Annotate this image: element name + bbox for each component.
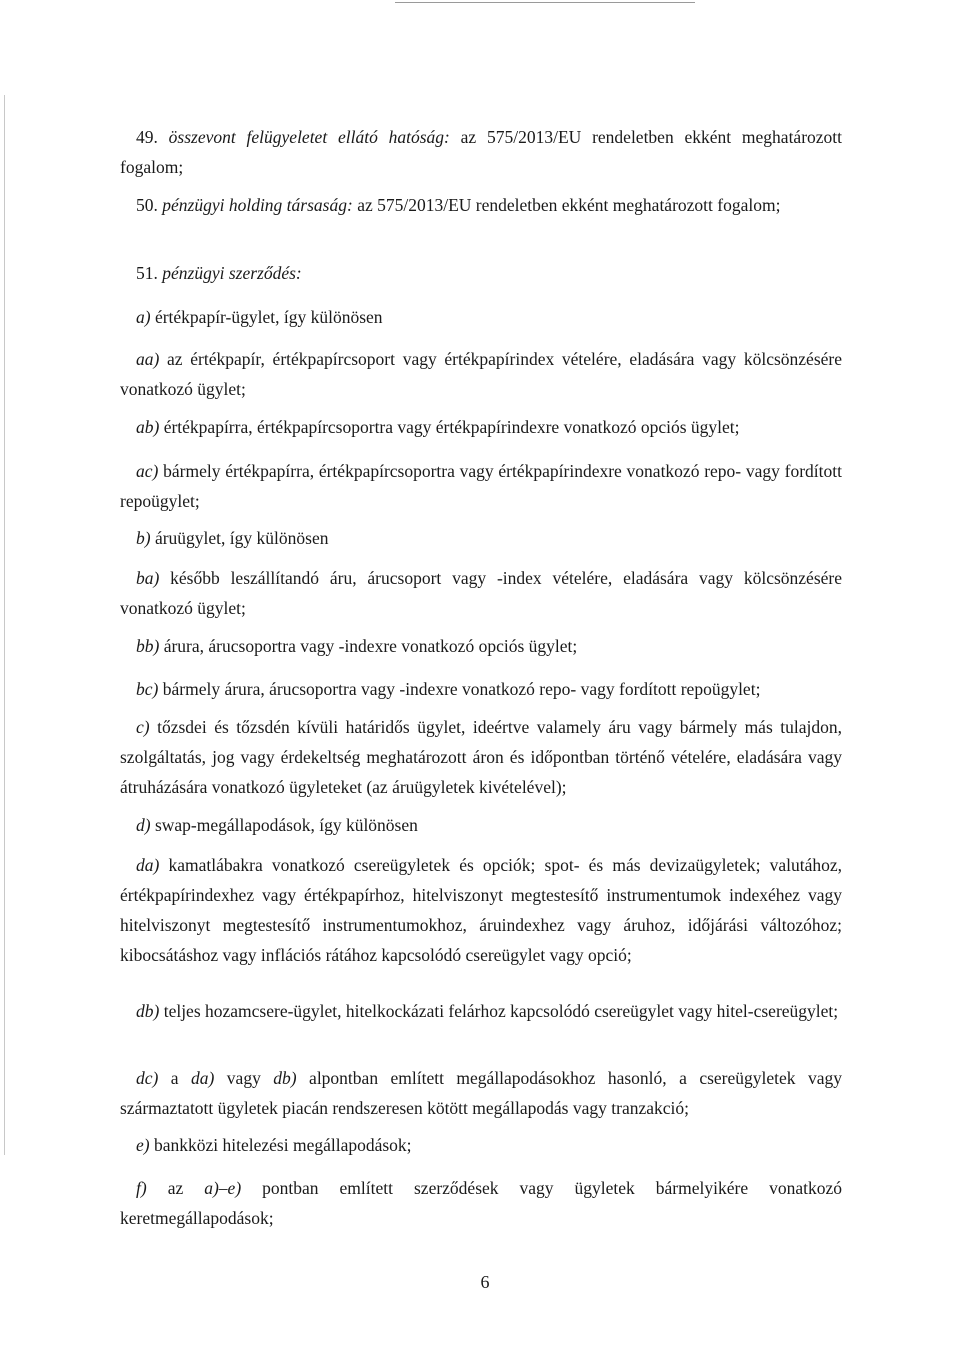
point-db — [120, 996, 842, 1026]
point-text: pontban említett szerződések vagy ügyletek bármelyikére vonatkozó keretmegállapodások; — [120, 1178, 842, 1228]
point-text: teljes hozamcsere-ügylet, hitelkockázati felárhoz kapcsolódó csereügylet vagy hitel-csereügylet; — [159, 1001, 839, 1021]
point-b — [120, 523, 842, 553]
point-text: később leszállítandó áru, árucsoport vagy -index vételére, eladására vagy kölcsönzésére vonatkozó ügylet; — [120, 568, 842, 618]
point-label: db) — [136, 1001, 160, 1021]
definition-50 — [120, 190, 842, 220]
point-label: d) — [136, 815, 151, 835]
defined-term: pénzügyi holding társaság: — [162, 195, 353, 215]
point-label: f) — [136, 1178, 147, 1198]
point-label: bc) — [136, 679, 159, 699]
definition-text: az 575/2013/EU rendeletben ekként meghatározott fogalom; — [120, 127, 843, 177]
point-c — [120, 712, 842, 802]
point-label: b) — [136, 528, 151, 548]
point-label: ba) — [136, 568, 160, 588]
item-number: 51. — [136, 263, 158, 283]
point-label: bb) — [136, 636, 160, 656]
cross-reference: a)–e) — [204, 1178, 242, 1198]
point-text: az értékpapír, értékpapírcsoport vagy értékpapírindex vételére, eladására vagy kölcsönzésére vonatkozó ügylet; — [120, 349, 842, 399]
point-text: kamatlábakra vonatkozó csereügyletek és opciók; spot- és más devizaügyletek; valutához, értékpapírindexhez vagy értékpapírhoz, hitelviszonyt megtestesítő instrumentumok indexéhez vagy hitelviszonyt megtestesítő instrumentumokhoz, áruindexhez vagy áruhoz, időjárási változóhoz; kibocsátáshoz vagy inflációs rátához kapcsolódó csereügylet vagy opció; — [120, 855, 842, 965]
point-ab — [120, 412, 842, 442]
point-aa — [120, 344, 842, 404]
point-text: a — [158, 1068, 192, 1088]
point-label: a) — [136, 307, 151, 327]
point-label: aa) — [136, 349, 160, 369]
point-text: alpontban említett megállapodásokhoz hasonló, a csereügyletek vagy származtatott ügyletek piacán rendszeresen kötött megállapodás vagy tranzakció; — [120, 1068, 842, 1118]
point-text: értékpapír-ügylet, így különösen — [150, 307, 383, 327]
scan-edge-left — [4, 95, 5, 1155]
point-d — [120, 810, 842, 840]
point-label: dc) — [136, 1068, 159, 1088]
cross-reference: da) — [191, 1068, 215, 1088]
defined-term: összevont felügyeletet ellátó hatóság: — [168, 127, 450, 147]
point-text: áruügylet, így különösen — [150, 528, 329, 548]
item-number: 50. — [136, 195, 158, 215]
point-text: értékpapírra, értékpapírcsoportra vagy értékpapírindexre vonatkozó opciós ügylet; — [159, 417, 740, 437]
defined-term: pénzügyi szerződés: — [162, 263, 302, 283]
point-text: tőzsdei és tőzsdén kívüli határidős ügylet, ideértve valamely áru vagy bármely más tulajdon, szolgáltatás, jog vagy érdekeltség meghatározott áron és időpontban történő vételére, eladására vagy átruházására vonatkozó ügyleteket (az áruügyletek kivételével); — [120, 717, 842, 797]
point-label: c) — [136, 717, 150, 737]
point-text: árura, árucsoportra vagy -indexre vonatkozó opciós ügylet; — [159, 636, 578, 656]
scan-edge-top — [395, 2, 695, 3]
point-text: bankközi hitelezési megállapodások; — [149, 1135, 412, 1155]
point-label: ab) — [136, 417, 160, 437]
point-text: az — [146, 1178, 205, 1198]
point-a — [120, 302, 842, 332]
definition-text: az 575/2013/EU rendeletben ekként meghatározott fogalom; — [352, 195, 781, 215]
point-ac — [120, 456, 842, 516]
definition-51 — [120, 258, 842, 288]
page-number: 6 — [480, 1272, 490, 1292]
point-label: ac) — [136, 461, 159, 481]
point-f — [120, 1173, 842, 1233]
point-e — [120, 1130, 842, 1160]
point-bb — [120, 631, 842, 661]
point-text: vagy — [214, 1068, 274, 1088]
point-label: da) — [136, 855, 160, 875]
point-bc — [120, 674, 842, 704]
definition-49 — [120, 122, 842, 182]
cross-reference: db) — [273, 1068, 297, 1088]
point-label: e) — [136, 1135, 150, 1155]
point-text: bármely értékpapírra, értékpapírcsoportra vagy értékpapírindexre vonatkozó repo- vagy fordított repoügylet; — [120, 461, 842, 511]
point-ba — [120, 563, 842, 623]
point-text: swap-megállapodások, így különösen — [150, 815, 418, 835]
item-number: 49. — [136, 127, 158, 147]
point-dc — [120, 1063, 842, 1123]
point-da — [120, 850, 842, 970]
point-text: bármely árura, árucsoportra vagy -indexre vonatkozó repo- vagy fordított repoügylet; — [158, 679, 761, 699]
